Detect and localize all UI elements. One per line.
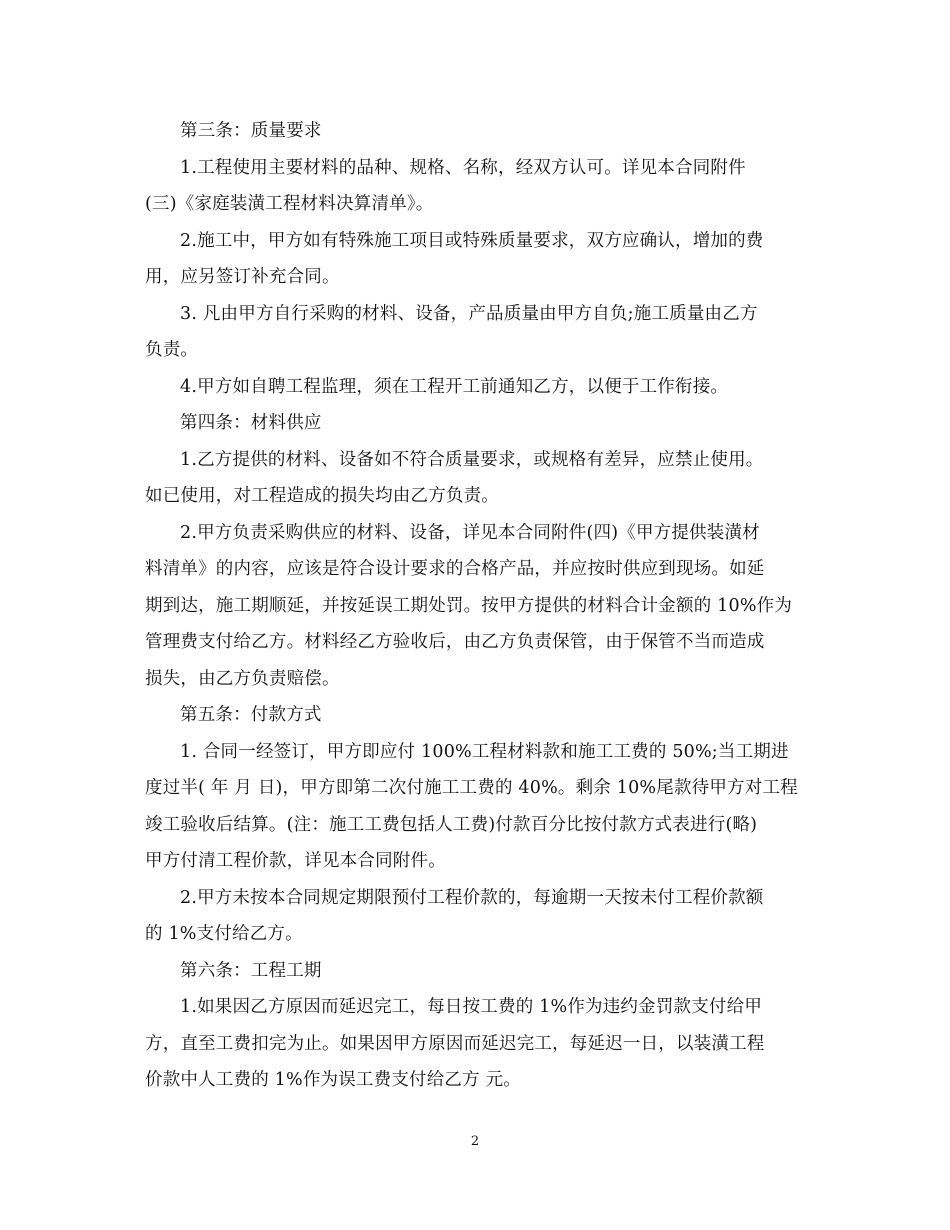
paragraph-line: 损失，由乙方负责赔偿。 xyxy=(145,669,340,689)
paragraph-line: 期到达，施工期顺延，并按延误工期处罚。按甲方提供的材料合计金额的 10%作为 xyxy=(145,596,793,616)
paragraph-line: 1.工程使用主要材料的品种、规格、名称，经双方认可。详见本合同附件 xyxy=(180,158,746,178)
paragraph-line: 1.如果因乙方原因而延迟完工，每日按工费的 1%作为违约金罚款支付给甲 xyxy=(180,997,763,1017)
paragraph-line: 3. 凡由甲方自行采购的材料、设备，产品质量由甲方自负;施工质量由乙方 xyxy=(180,304,758,324)
paragraph-line: (三)《家庭装潢工程材料决算清单》。 xyxy=(145,194,434,214)
paragraph-line: 负责。 xyxy=(145,340,199,360)
page-number: 2 xyxy=(470,1134,480,1149)
paragraph-line: 的 1%支付给乙方。 xyxy=(145,924,303,944)
section-heading-4: 第四条：材料供应 xyxy=(180,413,322,433)
paragraph-line: 用，应另签订补充合同。 xyxy=(145,267,340,287)
section-heading-5: 第五条：付款方式 xyxy=(180,705,322,725)
paragraph-line: 竣工验收后结算。(注：施工工费包括人工费)付款百分比按付款方式表进行(略) xyxy=(145,815,758,835)
paragraph-line: 料清单》的内容，应该是符合设计要求的合格产品，并应按时供应到现场。如延 xyxy=(145,559,765,579)
paragraph-line: 价款中人工费的 1%作为误工费支付给乙方 元。 xyxy=(145,1070,521,1090)
paragraph-line: 方，直至工费扣完为止。如果因甲方原因而延迟完工，每延迟一日，以装潢工程 xyxy=(145,1034,765,1054)
paragraph-line: 4.甲方如自聘工程监理，须在工程开工前通知乙方，以便于工作衔接。 xyxy=(180,377,729,397)
paragraph-line: 2.甲方负责采购供应的材料、设备，详见本合同附件(四)《甲方提供装潢材 xyxy=(180,523,760,543)
section-heading-6: 第六条：工程工期 xyxy=(180,961,322,981)
paragraph-line: 甲方付清工程价款，详见本合同附件。 xyxy=(145,851,446,871)
section-heading-3: 第三条：质量要求 xyxy=(180,121,322,141)
paragraph-line: 如已使用，对工程造成的损失均由乙方负责。 xyxy=(145,486,499,506)
paragraph-line: 1. 合同一经签订，甲方即应付 100%工程材料款和施工工费的 50%;当工期进 xyxy=(180,742,789,762)
paragraph-line: 管理费支付给乙方。材料经乙方验收后，由乙方负责保管，由于保管不当而造成 xyxy=(145,632,765,652)
paragraph-line: 2.甲方未按本合同规定期限预付工程价款的，每逾期一天按未付工程价款额 xyxy=(180,888,764,908)
paragraph-line: 度过半( 年 月 日)，甲方即第二次付施工工费的 40%。剩余 10%尾款待甲方对工程 xyxy=(145,778,798,798)
paragraph-line: 2.施工中，甲方如有特殊施工项目或特殊质量要求，双方应确认，增加的费 xyxy=(180,231,764,251)
paragraph-line: 1.乙方提供的材料、设备如不符合质量要求，或规格有差异，应禁止使用。 xyxy=(180,450,764,470)
